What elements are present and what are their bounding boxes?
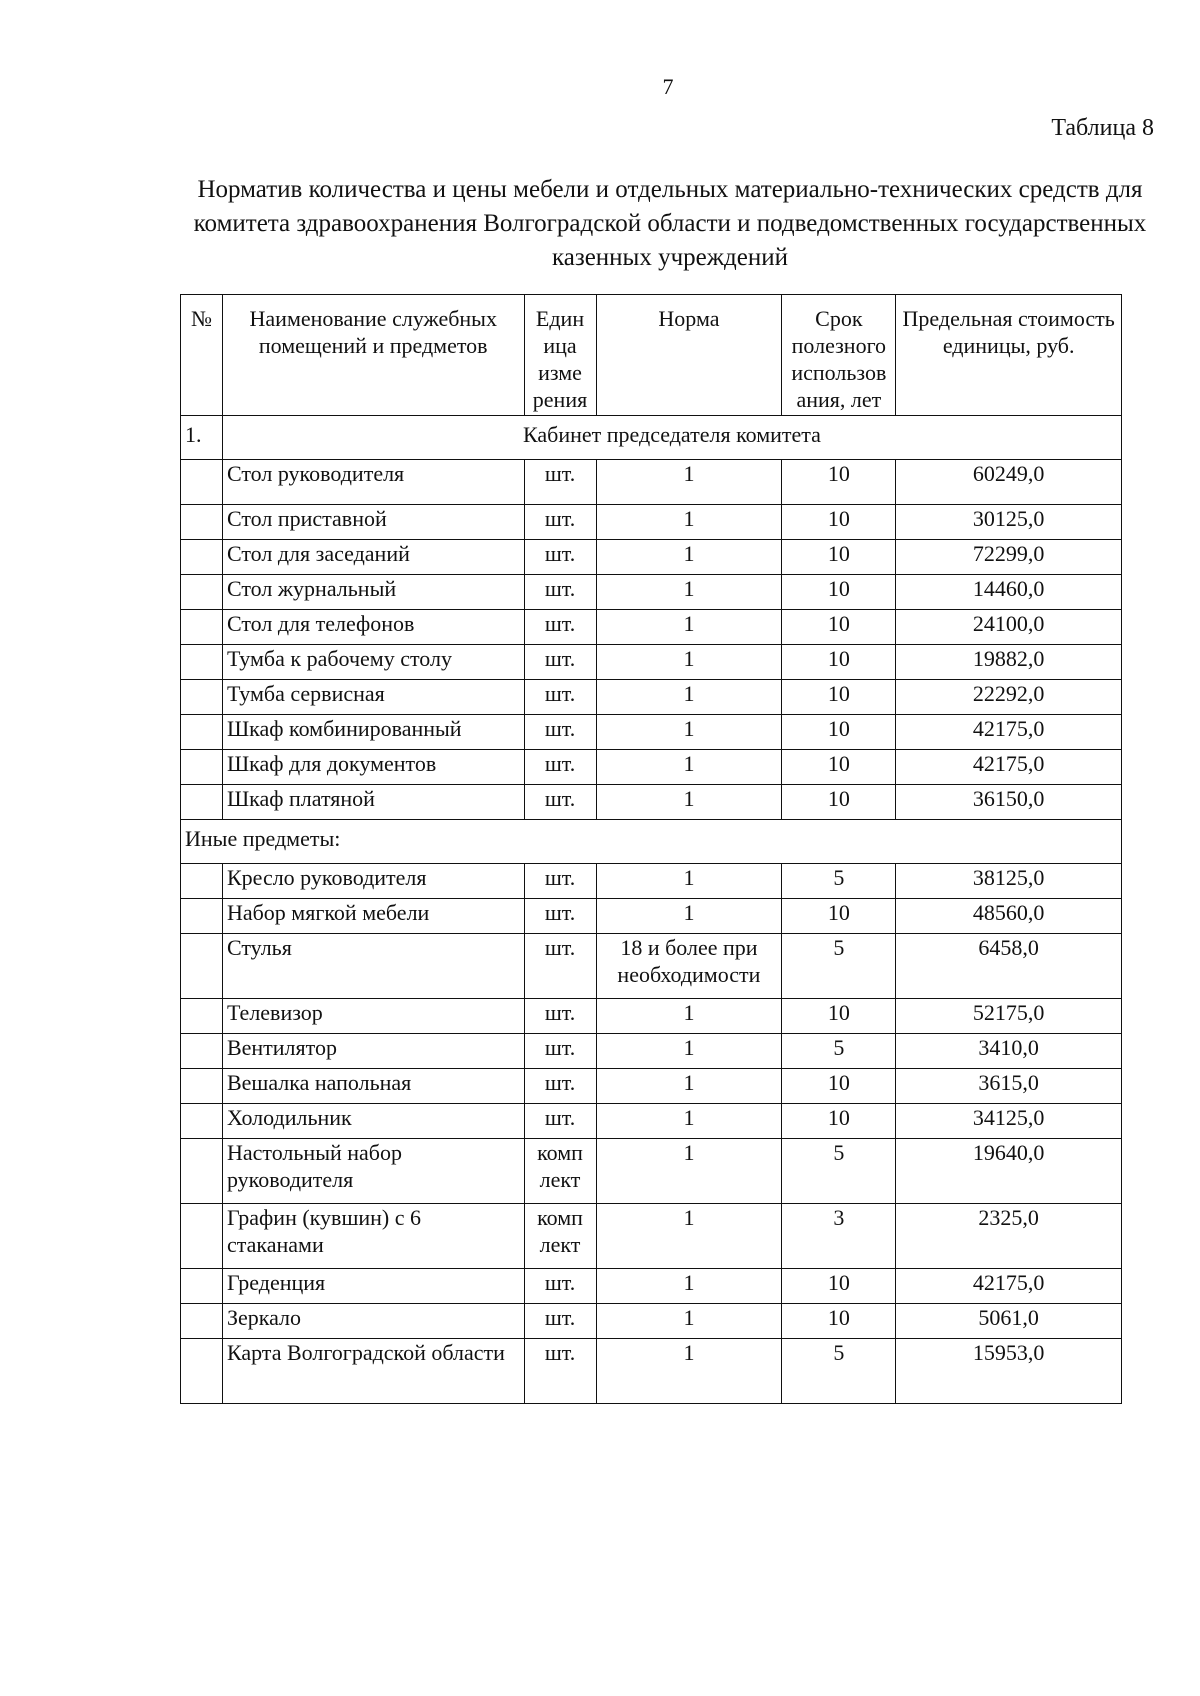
table-row [181,934,1122,999]
max-price-cell: 42175,0 [896,715,1122,750]
table-row [181,1104,1122,1139]
row-number-cell [181,680,223,715]
service-life-cell: 10 [782,460,896,505]
service-life-cell: 10 [782,785,896,820]
unit-cell: шт. [524,715,596,750]
item-name-cell: Графин (кувшин) с 6 стаканами [222,1204,524,1269]
row-number-cell [181,999,223,1034]
item-name-cell: Кресло руководителя [222,864,524,899]
item-name-cell: Стол руководителя [222,460,524,505]
service-life-cell: 10 [782,715,896,750]
norm-cell: 1 [596,1204,782,1269]
unit-cell: шт. [524,864,596,899]
item-name-cell: Стол приставной [222,505,524,540]
table-row [181,715,1122,750]
item-name-cell: Карта Волгоградской области [222,1339,524,1404]
item-name-cell: Вешалка напольная [222,1069,524,1104]
norm-cell: 1 [596,680,782,715]
row-number-cell [181,610,223,645]
item-name-cell: Тумба к рабочему столу [222,645,524,680]
unit-cell: шт. [524,934,596,999]
unit-cell: комп лект [524,1139,596,1204]
unit-cell: шт. [524,610,596,645]
unit-cell: шт. [524,750,596,785]
service-life-cell: 10 [782,999,896,1034]
unit-cell: шт. [524,785,596,820]
table-row [181,645,1122,680]
table-row [181,540,1122,575]
service-life-cell: 10 [782,540,896,575]
max-price-cell: 60249,0 [896,460,1122,505]
row-number-cell [181,785,223,820]
unit-cell: шт. [524,1269,596,1304]
item-name-cell: Стол для телефонов [222,610,524,645]
service-life-cell: 10 [782,1104,896,1139]
service-life-cell: 5 [782,864,896,899]
service-life-cell: 5 [782,934,896,999]
norm-cell: 1 [596,750,782,785]
max-price-cell: 36150,0 [896,785,1122,820]
document-title: Норматив количества и цены мебели и отдельных материально-технических средств для комитета здравоохранения Волгоградской области и подведомственных государственных казенных учреждений [193,176,1147,271]
max-price-cell: 3615,0 [896,1069,1122,1104]
row-number-cell [181,1339,223,1404]
max-price-cell: 42175,0 [896,1269,1122,1304]
header-life: Срок полезного использов ания, лет [782,295,896,416]
norm-cell: 1 [596,1339,782,1404]
norm-cell: 1 [596,1034,782,1069]
unit-cell: шт. [524,1304,596,1339]
row-number-cell [181,1304,223,1339]
norm-cell: 1 [596,645,782,680]
table-row [181,999,1122,1034]
row-number-cell [181,1139,223,1204]
service-life-cell: 10 [782,680,896,715]
service-life-cell: 10 [782,750,896,785]
norm-cell: 1 [596,610,782,645]
header-price: Предельная стоимость единицы, руб. [896,295,1122,416]
unit-cell: шт. [524,1104,596,1139]
header-norm: Норма [596,295,782,416]
table-row [181,460,1122,505]
item-name-cell: Шкаф комбинированный [222,715,524,750]
table-row [181,610,1122,645]
norm-cell: 1 [596,575,782,610]
max-price-cell: 42175,0 [896,750,1122,785]
service-life-cell: 10 [782,505,896,540]
table-row [181,1139,1122,1204]
norms-table [180,294,1122,1404]
max-price-cell: 48560,0 [896,899,1122,934]
norm-cell: 1 [596,715,782,750]
max-price-cell: 22292,0 [896,680,1122,715]
row-number-cell [181,715,223,750]
service-life-cell: 10 [782,1304,896,1339]
row-number-cell [181,864,223,899]
table-row [181,750,1122,785]
unit-cell: шт. [524,505,596,540]
table-row [181,1034,1122,1069]
row-number-cell [181,1069,223,1104]
unit-cell: шт. [524,1339,596,1404]
item-name-cell: Зеркало [222,1304,524,1339]
item-name-cell: Греденция [222,1269,524,1304]
unit-cell: шт. [524,1069,596,1104]
unit-cell: комп лект [524,1204,596,1269]
page-number: 7 [662,74,674,99]
row-number-cell [181,1269,223,1304]
row-number-cell [181,1104,223,1139]
row-number-cell [181,575,223,610]
row-number-cell [181,505,223,540]
service-life-cell: 10 [782,645,896,680]
item-name-cell: Стулья [222,934,524,999]
norm-cell: 1 [596,1069,782,1104]
service-life-cell: 5 [782,1139,896,1204]
max-price-cell: 34125,0 [896,1104,1122,1139]
service-life-cell: 10 [782,1269,896,1304]
item-name-cell: Шкаф платяной [222,785,524,820]
row-number-cell [181,540,223,575]
norm-cell: 1 [596,1104,782,1139]
table-row [181,505,1122,540]
max-price-cell: 30125,0 [896,505,1122,540]
header-name: Наименование служебных помещений и предметов [222,295,524,416]
norm-cell: 18 и более при необходимости [596,934,782,999]
item-name-cell: Холодильник [222,1104,524,1139]
item-name-cell: Вентилятор [222,1034,524,1069]
max-price-cell: 38125,0 [896,864,1122,899]
max-price-cell: 5061,0 [896,1304,1122,1339]
service-life-cell: 10 [782,899,896,934]
norm-cell: 1 [596,1304,782,1339]
service-life-cell: 5 [782,1339,896,1404]
row-number-cell [181,934,223,999]
table-label: Таблица 8 [1051,115,1154,141]
item-name-cell: Телевизор [222,999,524,1034]
unit-cell: шт. [524,645,596,680]
unit-cell: шт. [524,680,596,715]
section-row [181,416,1122,460]
header-number: № [181,295,223,416]
norm-cell: 1 [596,899,782,934]
table-row [181,1339,1122,1404]
max-price-cell: 24100,0 [896,610,1122,645]
row-number-cell [181,645,223,680]
norm-cell: 1 [596,785,782,820]
max-price-cell: 3410,0 [896,1034,1122,1069]
subsection-label: Иные предметы: [181,820,1122,864]
item-name-cell: Шкаф для документов [222,750,524,785]
item-name-cell: Настольный набор руководителя [222,1139,524,1204]
norm-cell: 1 [596,505,782,540]
item-name-cell: Стол журнальный [222,575,524,610]
section-number: 1. [181,416,223,460]
max-price-cell: 19640,0 [896,1139,1122,1204]
max-price-cell: 52175,0 [896,999,1122,1034]
table-row [181,575,1122,610]
norm-cell: 1 [596,864,782,899]
header-unit: Един ица изме рения [524,295,596,416]
table-row [181,785,1122,820]
service-life-cell: 5 [782,1034,896,1069]
table-row [181,680,1122,715]
row-number-cell [181,750,223,785]
unit-cell: шт. [524,460,596,505]
max-price-cell: 19882,0 [896,645,1122,680]
table-row [181,1069,1122,1104]
table-row [181,899,1122,934]
row-number-cell [181,460,223,505]
table-row [181,1304,1122,1339]
unit-cell: шт. [524,1034,596,1069]
item-name-cell: Набор мягкой мебели [222,899,524,934]
table-row [181,864,1122,899]
norm-cell: 1 [596,999,782,1034]
norm-cell: 1 [596,1269,782,1304]
table-row [181,1204,1122,1269]
subsection-row [181,820,1122,864]
row-number-cell [181,899,223,934]
item-name-cell: Тумба сервисная [222,680,524,715]
table-row [181,1269,1122,1304]
norm-cell: 1 [596,460,782,505]
max-price-cell: 6458,0 [896,934,1122,999]
unit-cell: шт. [524,999,596,1034]
max-price-cell: 15953,0 [896,1339,1122,1404]
service-life-cell: 10 [782,575,896,610]
unit-cell: шт. [524,575,596,610]
max-price-cell: 2325,0 [896,1204,1122,1269]
table-body [181,416,1122,1404]
unit-cell: шт. [524,899,596,934]
max-price-cell: 14460,0 [896,575,1122,610]
unit-cell: шт. [524,540,596,575]
norm-cell: 1 [596,540,782,575]
norm-cell: 1 [596,1139,782,1204]
table-header-row [181,295,1122,416]
section-title: Кабинет председателя комитета [222,416,1121,460]
max-price-cell: 72299,0 [896,540,1122,575]
service-life-cell: 10 [782,610,896,645]
row-number-cell [181,1204,223,1269]
row-number-cell [181,1034,223,1069]
item-name-cell: Стол для заседаний [222,540,524,575]
service-life-cell: 3 [782,1204,896,1269]
service-life-cell: 10 [782,1069,896,1104]
